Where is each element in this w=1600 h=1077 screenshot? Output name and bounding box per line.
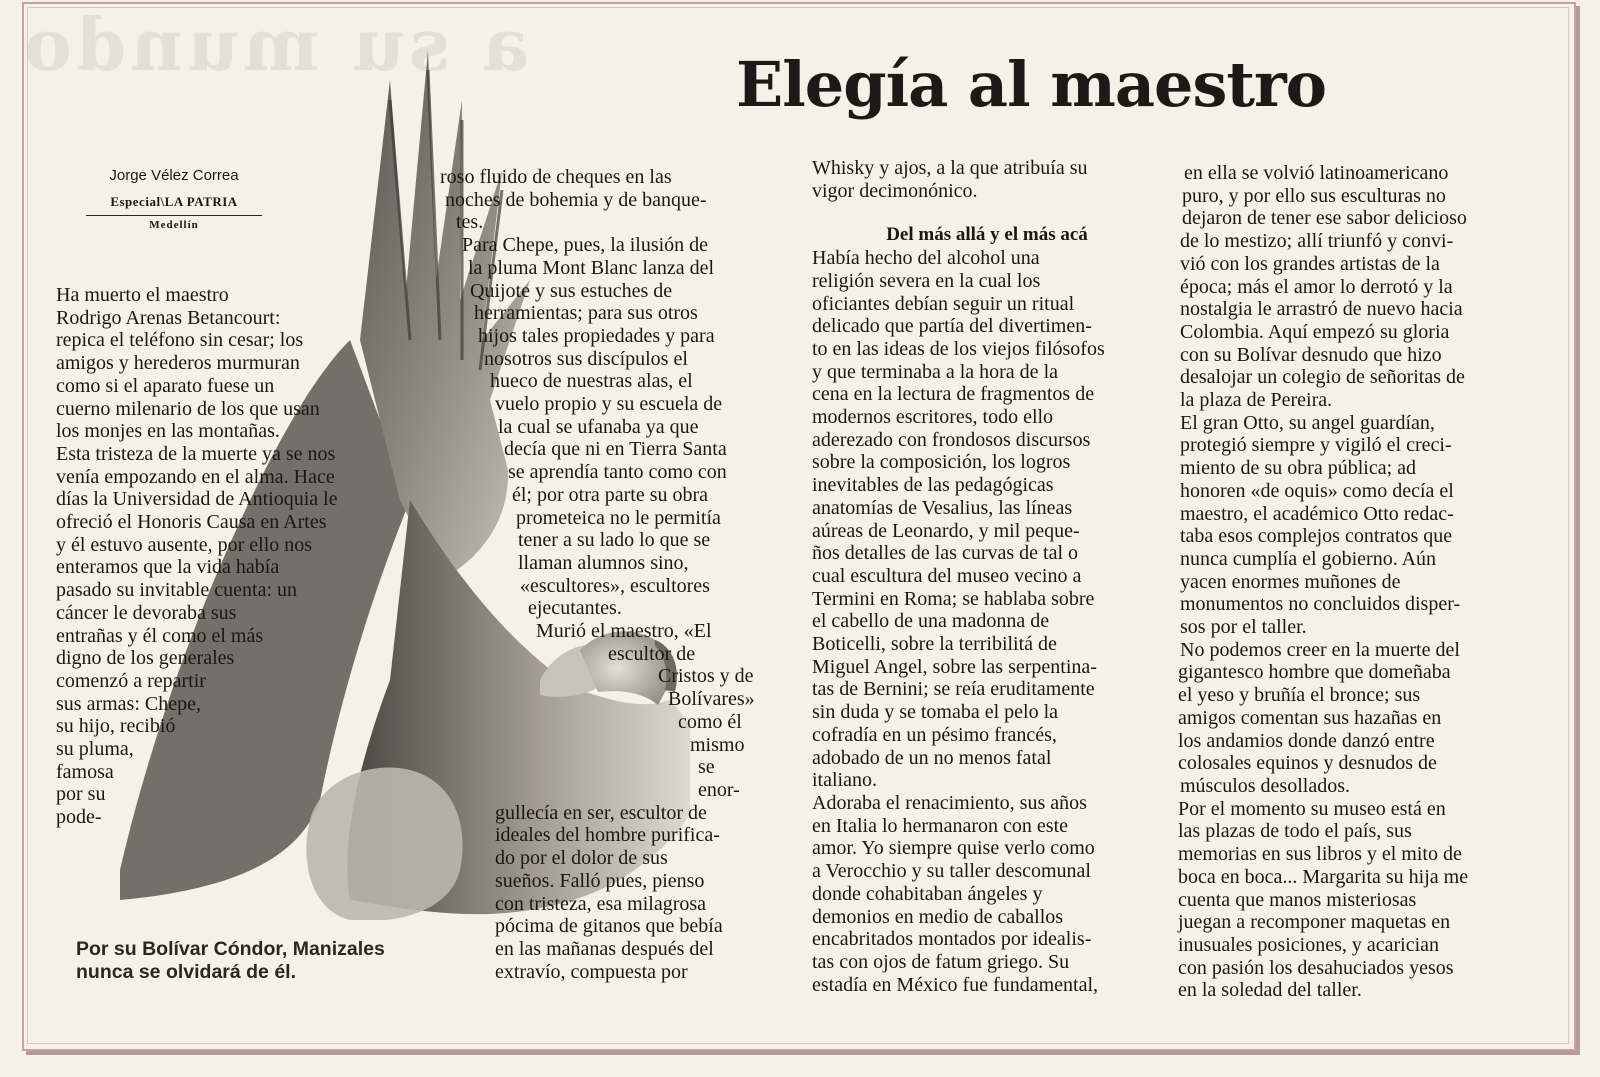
- text-line: Quijote y sus estuches de: [470, 279, 673, 302]
- text-line: tas de Bernini; se reía eruditamente: [812, 678, 1095, 701]
- text-line: hueco de nuestras alas, el: [490, 370, 693, 393]
- text-line: Había hecho del alcohol una: [812, 247, 1040, 270]
- text-line: noches de bohemia y de banque-: [445, 188, 707, 211]
- text-line: sueños. Falló pues, pienso: [495, 869, 705, 892]
- text-line: vió con los grandes artistas de la: [1180, 252, 1440, 275]
- text-line: Murió el maestro, «El: [536, 620, 712, 643]
- text-line: dejaron de tener ese sabor delicioso: [1182, 207, 1467, 230]
- text-line: músculos desollados.: [1180, 774, 1350, 797]
- text-line: el yeso y bruñía el bronce; sus: [1178, 684, 1421, 707]
- text-line: estadía en México fue fundamental,: [812, 973, 1098, 996]
- text-line: en la soledad del taller.: [1178, 979, 1362, 1002]
- text-line: desalojar un colegio de señoritas de: [1180, 366, 1465, 389]
- text-line: No podemos creer en la muerte del: [1180, 638, 1460, 661]
- text-line: ños detalles de las curvas de tal o: [812, 542, 1079, 565]
- photo-caption: [76, 938, 385, 984]
- text-line: delicado que partía del divertimen-: [812, 315, 1092, 338]
- text-line: a Verocchio y su taller descomunal: [812, 860, 1091, 883]
- text-line: pócima de gitanos que bebía: [495, 915, 723, 938]
- text-line: el cabello de una madonna de: [812, 610, 1050, 633]
- text-line: vuelo propio y su escuela de: [495, 393, 723, 416]
- bleed-through-text: a su mundo: [20, 2, 529, 87]
- text-line: se: [698, 756, 715, 779]
- text-line: venía empozando en el alma. Hace: [56, 465, 335, 488]
- text-line: Ha muerto el maestro: [56, 284, 229, 306]
- text-line: y que terminaba a la hora de la: [812, 360, 1058, 383]
- text-line: honoren «de oquis» como decía el: [1180, 479, 1454, 502]
- text-line: pode-: [56, 806, 102, 829]
- text-line: cuenta que manos misteriosas: [1178, 888, 1417, 911]
- text-line: pasado su invitable cuenta: un: [56, 579, 298, 602]
- text-line: en ella se volvió latinoamericano: [1184, 162, 1449, 184]
- text-line: la cual se ufanaba ya que: [498, 415, 699, 438]
- text-line: amigos y herederos murmuran: [56, 352, 300, 375]
- text-line: hijos tales propiedades y para: [478, 324, 715, 347]
- article-column-1: [56, 284, 402, 829]
- text-line: enor-: [698, 778, 740, 801]
- text-line: religión severa en la cual los: [812, 269, 1041, 292]
- text-line: digno de los generales: [56, 647, 235, 670]
- text-line: entrañas y él como el más: [56, 624, 264, 647]
- text-line: miento de su obra pública; ad: [1180, 457, 1417, 480]
- text-line: nostalgia le arrastró de nuevo hacia: [1180, 298, 1463, 321]
- section-subheading: Del más allá y el más acá: [886, 224, 1088, 246]
- text-line: Adoraba el renacimiento, sus años: [812, 791, 1087, 814]
- article-column-4: [1178, 162, 1528, 1002]
- text-line: encabritados montados por idealis-: [812, 928, 1092, 951]
- text-line: gigantesco hombre que domeñaba: [1178, 661, 1451, 684]
- caption-line: nunca se olvidará de él.: [76, 961, 297, 983]
- text-line: vigor decimonónico.: [812, 179, 978, 202]
- text-line: protegió siempre y vigiló el creci-: [1180, 434, 1452, 457]
- text-line: cuerno milenario de los que usan: [56, 397, 320, 420]
- text-line: amigos comentan sus hazañas en: [1178, 706, 1442, 729]
- text-line: anatomías de Vesalius, las líneas: [812, 496, 1073, 519]
- text-line: to en las ideas de los viejos filósofos: [812, 337, 1105, 360]
- text-line: mismo: [690, 733, 745, 756]
- text-line: enteramos que la vida había: [56, 556, 280, 579]
- text-line: do por el dolor de sus: [495, 847, 668, 870]
- text-line: comenzó a repartir: [56, 669, 206, 692]
- text-line: juegan a recomponer maquetas en: [1178, 911, 1451, 934]
- text-line: cena en la lectura de fragmentos de: [812, 383, 1095, 406]
- text-line: herramientas; para sus otros: [474, 302, 698, 325]
- text-line: llaman alumnos sino,: [518, 551, 689, 574]
- text-line: de lo mestizo; allí triunfó y convi-: [1180, 230, 1454, 253]
- text-line: Bolívares»: [668, 688, 755, 711]
- text-line: Rodrigo Arenas Betancourt:: [56, 306, 281, 329]
- text-line: puro, y por ello sus esculturas no: [1182, 184, 1446, 207]
- byline-author: Jorge Vélez Correa: [109, 167, 239, 184]
- text-line: escultor de: [608, 642, 696, 665]
- text-line: por su: [56, 783, 106, 806]
- text-line: gullecía en ser, escultor de: [495, 801, 707, 824]
- byline-section: Especial\LA PATRIA: [110, 194, 238, 209]
- text-line: época; más el amor lo derrotó y la: [1180, 275, 1453, 298]
- text-line: [812, 202, 1162, 224]
- text-line: colosales equinos y desnudos de: [1178, 752, 1437, 775]
- text-line: oficiantes debían seguir un ritual: [812, 292, 1075, 315]
- text-line: ofreció el Honoris Causa en Artes: [56, 511, 327, 534]
- text-line: sus armas: Chepe,: [56, 692, 201, 715]
- text-line: extravío, compuesta por: [495, 960, 688, 983]
- text-line: sin duda y se tomaba el pelo la: [812, 701, 1059, 724]
- text-line: taba esos complejos contratos que: [1180, 525, 1453, 548]
- article-column-3: [812, 157, 1162, 996]
- article-column-2: [440, 166, 785, 983]
- text-line: Cristos y de: [658, 665, 754, 688]
- text-line: cofradía en un pésimo francés,: [812, 723, 1057, 746]
- text-line: su hijo, recibió: [56, 715, 176, 738]
- text-line: modernos escritores, todo ello: [812, 406, 1054, 429]
- text-line: Colombia. Aquí empezó su gloria: [1180, 320, 1450, 343]
- caption-line: Por su Bolívar Cóndor, Manizales: [76, 938, 385, 960]
- text-line: ideales del hombre purifica-: [495, 824, 720, 847]
- text-line: decía que ni en Tierra Santa: [504, 438, 727, 461]
- text-line: prometeica no le permitía: [516, 506, 721, 529]
- text-line: tas con ojos de fatum griego. Su: [812, 950, 1070, 973]
- text-line: Termini en Roma; se hablaba sobre: [812, 587, 1095, 610]
- text-line: aderezado con frondosos discursos: [812, 428, 1091, 451]
- text-line: en Italia lo hermanaron con este: [812, 814, 1068, 837]
- text-line: maestro, el académico Otto redac-: [1180, 502, 1454, 525]
- text-line: las plazas de todo el país, sus: [1178, 820, 1412, 843]
- text-line: tes.: [456, 211, 484, 234]
- text-line: inevitables de las pedagógicas: [812, 474, 1054, 497]
- text-line: con pasión los desahuciados yesos: [1178, 956, 1454, 979]
- text-line: la pluma Mont Blanc lanza del: [468, 256, 715, 279]
- text-line: como si el aparato fuese un: [56, 374, 275, 397]
- text-line: adobado de un no menos fatal: [812, 746, 1052, 769]
- text-line: ejecutantes.: [528, 597, 622, 620]
- text-line: Por el momento su museo está en: [1178, 797, 1446, 820]
- text-line: El gran Otto, su angel guardían,: [1180, 411, 1435, 434]
- text-line: yacen enormes muñones de: [1180, 570, 1401, 593]
- text-line: Para Chepe, pues, la ilusión de: [462, 234, 709, 257]
- text-line: Esta tristeza de la muerte ya se nos: [56, 442, 336, 465]
- text-line: días la Universidad de Antioquia le: [56, 488, 338, 511]
- text-line: cual escultura del museo vecino a: [812, 564, 1082, 587]
- text-line: tener a su lado lo que se: [518, 529, 711, 552]
- text-line: y él estuvo ausente, por ello nos: [56, 533, 313, 556]
- text-line: sos por el taller.: [1180, 616, 1307, 639]
- text-line: nunca cumplía el gobierno. Aún: [1180, 547, 1437, 570]
- text-line: monumentos no concluidos disper-: [1180, 593, 1461, 616]
- text-line: en las mañanas después del: [495, 937, 714, 960]
- text-line: Boticelli, sobre la terribilitá de: [812, 633, 1057, 656]
- text-line: memorias en sus libros y el mito de: [1178, 843, 1462, 866]
- text-line: Miguel Angel, sobre las serpentina-: [812, 655, 1097, 678]
- text-line: repica el teléfono sin cesar; los: [56, 329, 304, 352]
- text-line: la plaza de Pereira.: [1180, 389, 1333, 412]
- text-line: se aprendía tanto como con: [508, 461, 727, 484]
- text-line: los andamios donde danzó entre: [1178, 729, 1435, 752]
- text-line: nosotros sus discípulos el: [484, 347, 688, 370]
- text-line: inusuales posiciones, y acarician: [1178, 933, 1440, 956]
- text-line: cáncer le devoraba sus: [56, 601, 237, 624]
- text-line: él; por otra parte su obra: [512, 483, 709, 506]
- text-line: famosa: [56, 760, 114, 783]
- text-line: con tristeza, esa milagrosa: [495, 892, 707, 915]
- text-line: con su Bolívar desnudo que hizo: [1180, 343, 1442, 366]
- text-line: sobre la composición, los logros: [812, 451, 1071, 474]
- text-line: boca en boca... Margarita su hija me: [1178, 865, 1469, 888]
- text-line: roso fluido de cheques en las: [440, 166, 672, 188]
- text-line: como él: [678, 710, 742, 733]
- text-line: su pluma,: [56, 738, 134, 761]
- text-line: amor. Yo siempre quise verlo como: [812, 837, 1095, 860]
- article-headline: Elegía al maestro: [736, 48, 1327, 121]
- text-line: «escultores», escultores: [520, 574, 710, 597]
- byline-city: Medellín: [149, 219, 199, 231]
- text-line: Whisky y ajos, a la que atribuía su: [812, 157, 1088, 179]
- text-line: demonios en medio de caballos: [812, 905, 1064, 928]
- text-line: los monjes en las montañas.: [56, 420, 280, 443]
- text-line: italiano.: [812, 769, 877, 792]
- text-line: donde cohabitaban ángeles y: [812, 882, 1043, 905]
- text-line: aúreas de Leonardo, y mil peque-: [812, 519, 1080, 542]
